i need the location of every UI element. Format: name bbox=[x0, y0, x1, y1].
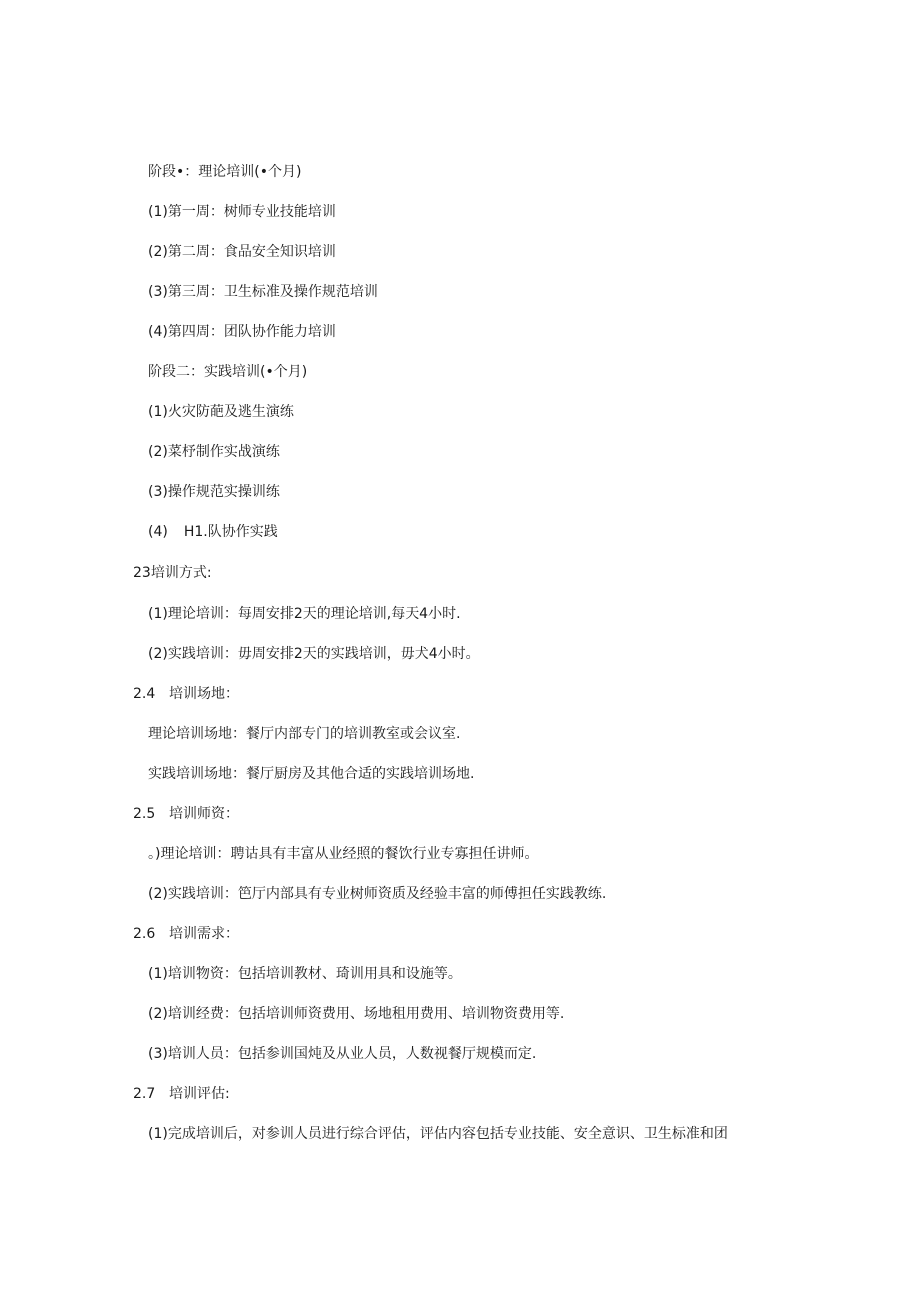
list-item: (2)实践培训：笆厅内部具有专业树师资质及经验丰富的师傅担任实践教练. bbox=[148, 886, 607, 902]
list-item: (1)理论培训：每周安排2天的理论培训,每天4小时. bbox=[148, 606, 461, 622]
list-item-text: H1.队协作实践 bbox=[183, 524, 278, 540]
list-item: 实践培训场地：餐厅厨房及其他合适的实践培训场地. bbox=[148, 766, 475, 782]
section-title: 培训师资： bbox=[169, 806, 239, 822]
section-number: 2.5 bbox=[133, 806, 156, 822]
section-heading-2-3: 23培训方式: bbox=[133, 565, 212, 581]
section-number: 2.7 bbox=[133, 1086, 156, 1102]
list-item: (4)第四周：团队协作能力培训 bbox=[148, 324, 336, 340]
list-item: (2)第二周：食品安全知识培训 bbox=[148, 244, 336, 260]
section-heading-2-5 bbox=[133, 804, 239, 824]
section-number: 2.6 bbox=[133, 926, 156, 942]
stage1-heading: 阶段•：理论培训(•个月) bbox=[148, 164, 302, 180]
list-item-number: (4) bbox=[148, 524, 168, 540]
list-item: 。)理论培训：聘诂具有丰富从业经照的餐饮行业专寡担任讲师。 bbox=[148, 846, 539, 862]
section-number: 2.4 bbox=[133, 686, 156, 702]
list-item: (1)第一周：树师专业技能培训 bbox=[148, 204, 336, 220]
list-item: (2)实践培训：毋周安排2天的实践培训，毋犬4小时。 bbox=[148, 646, 480, 662]
list-item: (3)第三周：卫生标准及操作规范培训 bbox=[148, 284, 378, 300]
list-item bbox=[148, 522, 278, 542]
section-title: 培训评估: bbox=[169, 1086, 230, 1102]
list-item: (3)操作规范实操训练 bbox=[148, 484, 280, 500]
list-item: (2)菜杼制作实战演练 bbox=[148, 444, 280, 460]
section-heading-2-4 bbox=[133, 684, 239, 704]
stage2-heading: 阶段二：实践培训(•个月) bbox=[148, 364, 308, 380]
section-heading-2-7 bbox=[133, 1084, 230, 1104]
list-item: (1)培训物资：包括培训教材、琦训用具和设施等。 bbox=[148, 966, 462, 982]
list-item: 理论培训场地：餐厅内部专门的培训教室或会议室. bbox=[148, 726, 461, 742]
list-item: (1)火灾防葩及逃生演练 bbox=[148, 404, 294, 420]
section-title: 培训需求： bbox=[169, 926, 239, 942]
list-item: (2)培训经费：包括培训师资费用、场地租用费用、培训物资费用等. bbox=[148, 1006, 565, 1022]
list-item: (1)完成培训后，对参训人员进行综合评估，评估内容包括专业技能、安全意识、卫生标准和团 bbox=[148, 1126, 728, 1142]
section-heading-2-6 bbox=[133, 924, 239, 944]
section-title: 培训场地： bbox=[169, 686, 239, 702]
list-item: (3)培训人员：包括参训国炖及从业人员，人数视餐厅规模而定. bbox=[148, 1046, 537, 1062]
